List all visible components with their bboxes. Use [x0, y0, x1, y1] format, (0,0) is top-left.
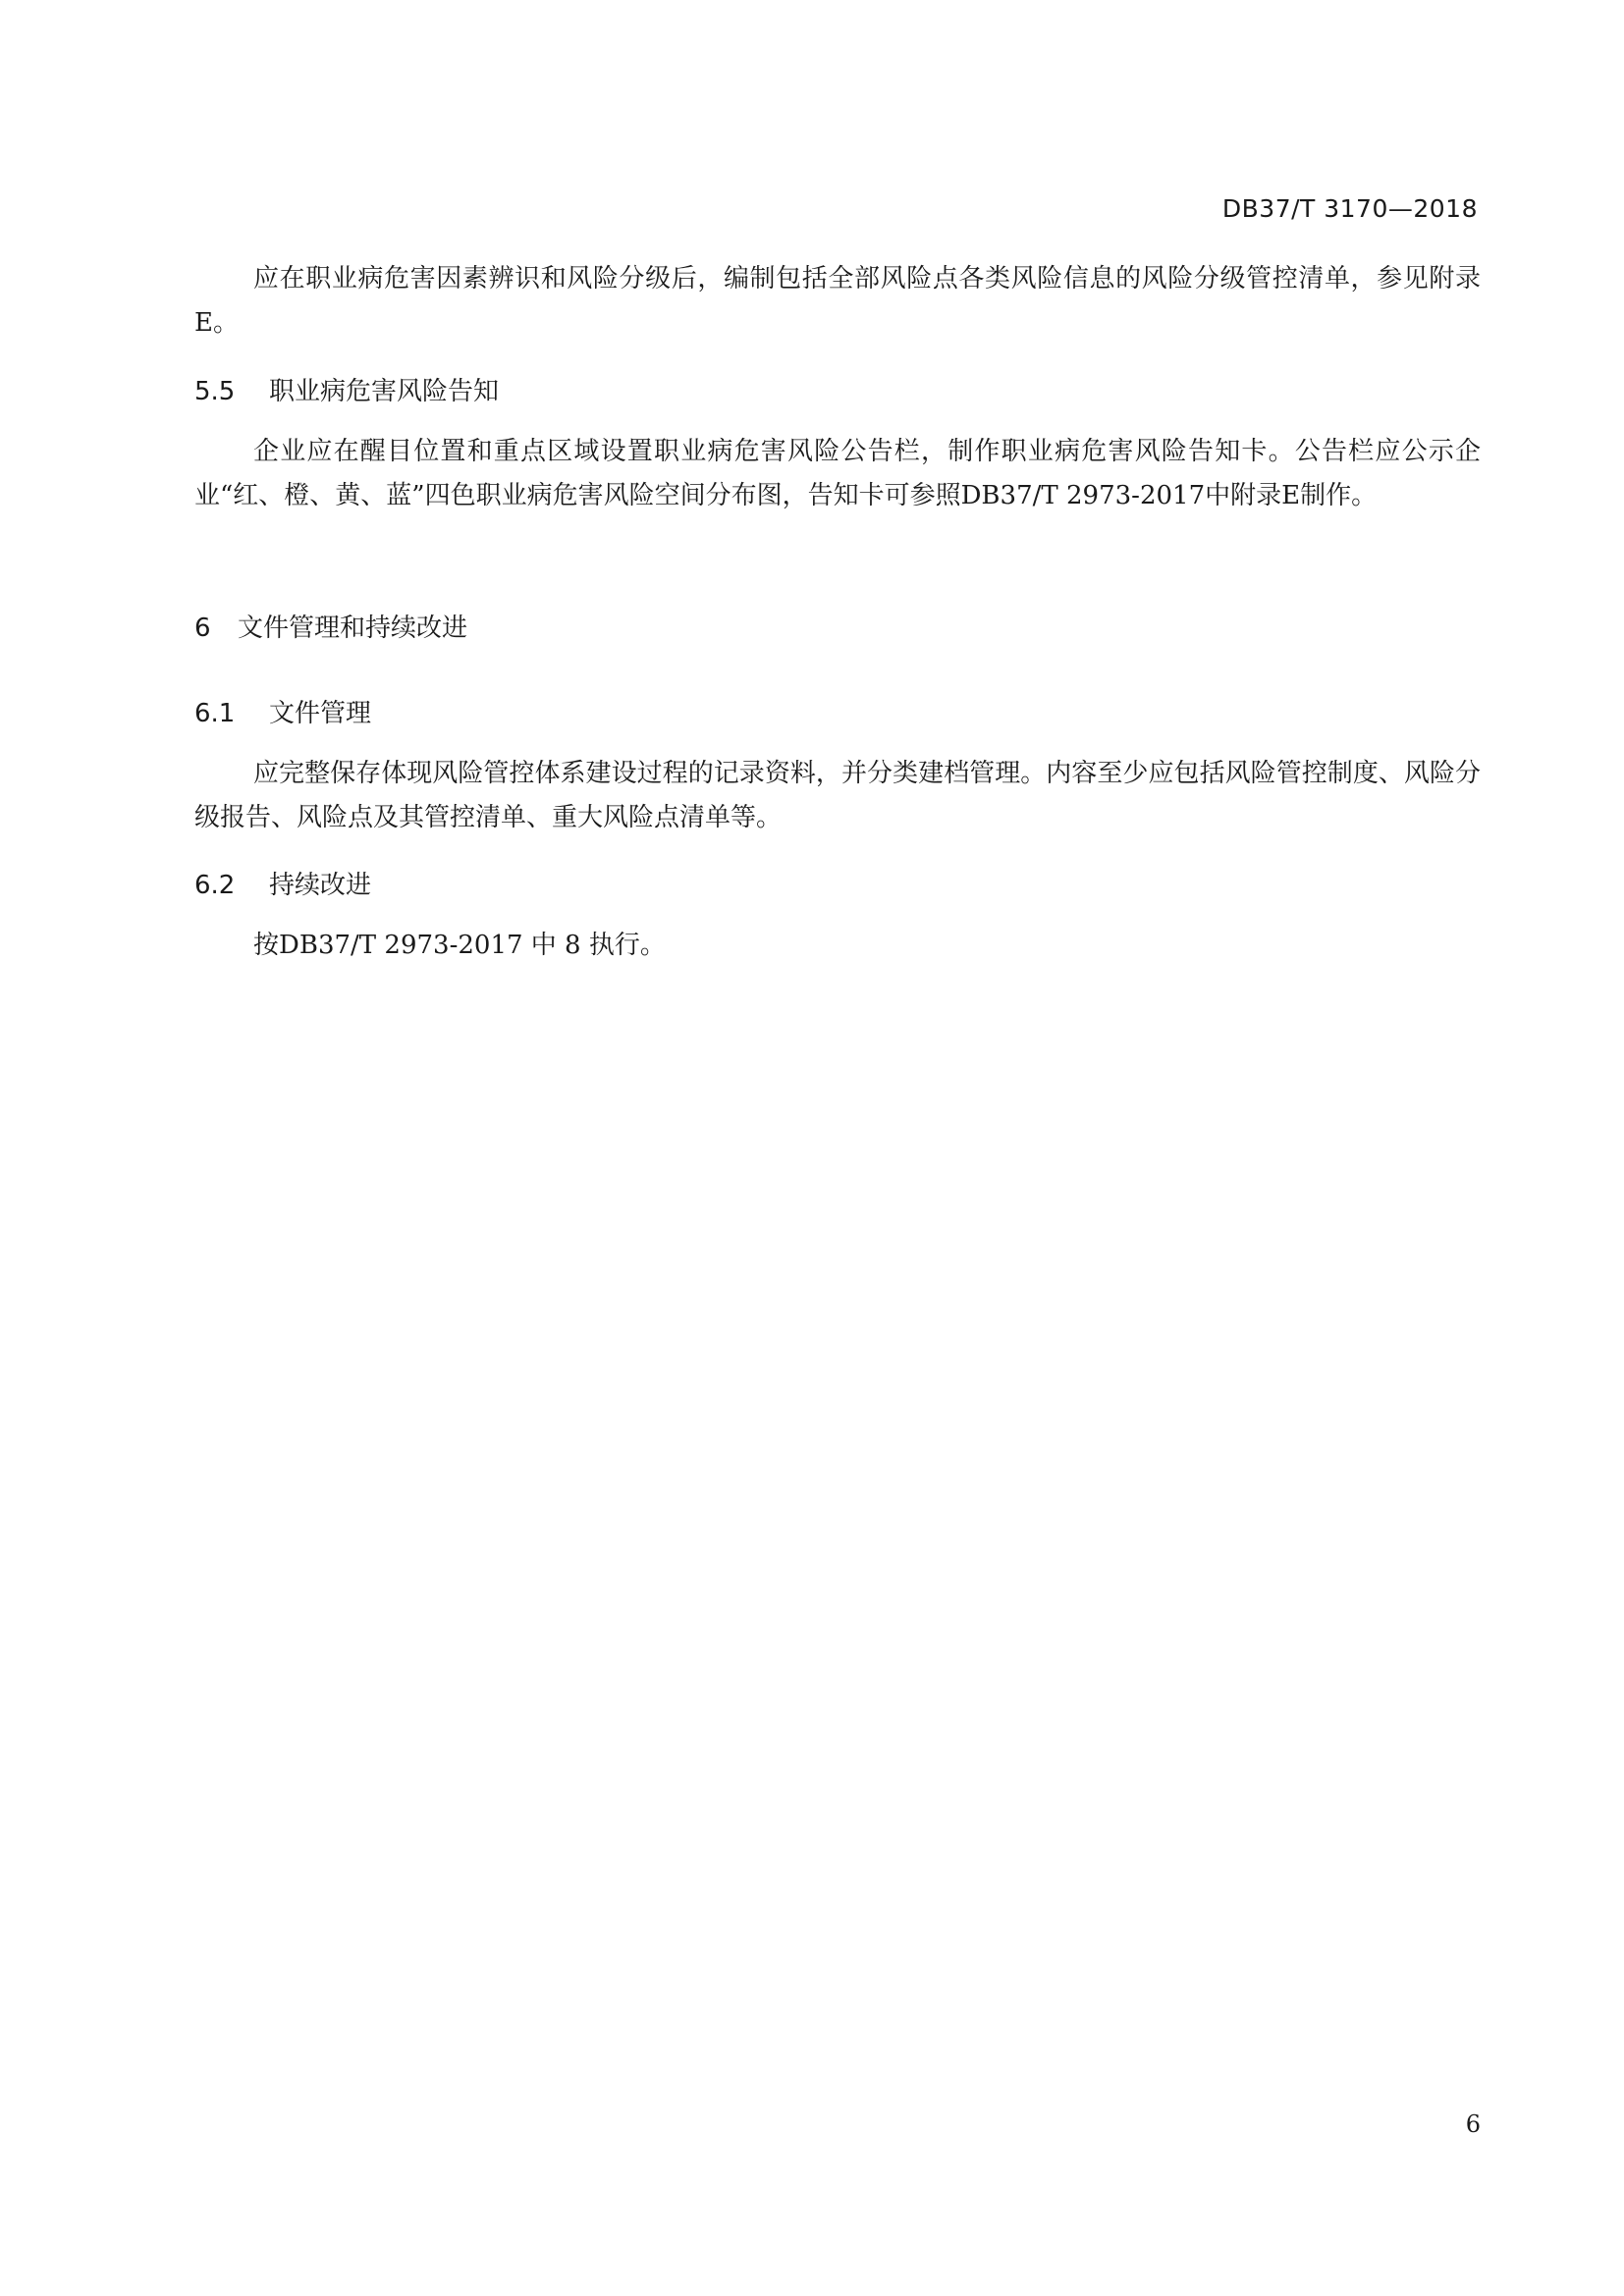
paragraph-control-list: 应在职业病危害因素辨识和风险分级后，编制包括全部风险点各类风险信息的风险分级管控清单，参见附录E。	[194, 264, 1481, 338]
section-number: 6.2	[194, 871, 236, 900]
document-code-header: DB37/T 3170—2018	[1221, 194, 1478, 223]
section-heading-6-2	[194, 869, 371, 902]
section-heading-6-1	[194, 697, 371, 730]
page-number: 6	[1465, 2110, 1481, 2138]
section-title: 文件管理	[269, 699, 372, 728]
section-number: 6.1	[194, 699, 236, 728]
section-heading-6	[194, 612, 467, 645]
section-title: 文件管理和持续改进	[238, 614, 468, 643]
paragraph-risk-notice: 企业应在醒目位置和重点区域设置职业病危害风险公告栏，制作职业病危害风险告知卡。公告栏应公示企业“红、橙、黄、蓝”四色职业病危害风险空间分布图，告知卡可参照DB37/T 2973-2017中附录E制作。	[194, 437, 1481, 510]
section-number: 5.5	[194, 377, 236, 406]
paragraph-continuous-improvement: 按DB37/T 2973-2017 中 8 执行。	[253, 931, 666, 960]
section-number: 6	[194, 614, 211, 643]
section-title: 持续改进	[269, 871, 372, 900]
paragraph-document-management: 应完整保存体现风险管控体系建设过程的记录资料，并分类建档管理。内容至少应包括风险管控制度、风险分级报告、风险点及其管控清单、重大风险点清单等。	[194, 759, 1481, 832]
section-title: 职业病危害风险告知	[269, 377, 500, 406]
section-heading-5-5	[194, 375, 499, 408]
